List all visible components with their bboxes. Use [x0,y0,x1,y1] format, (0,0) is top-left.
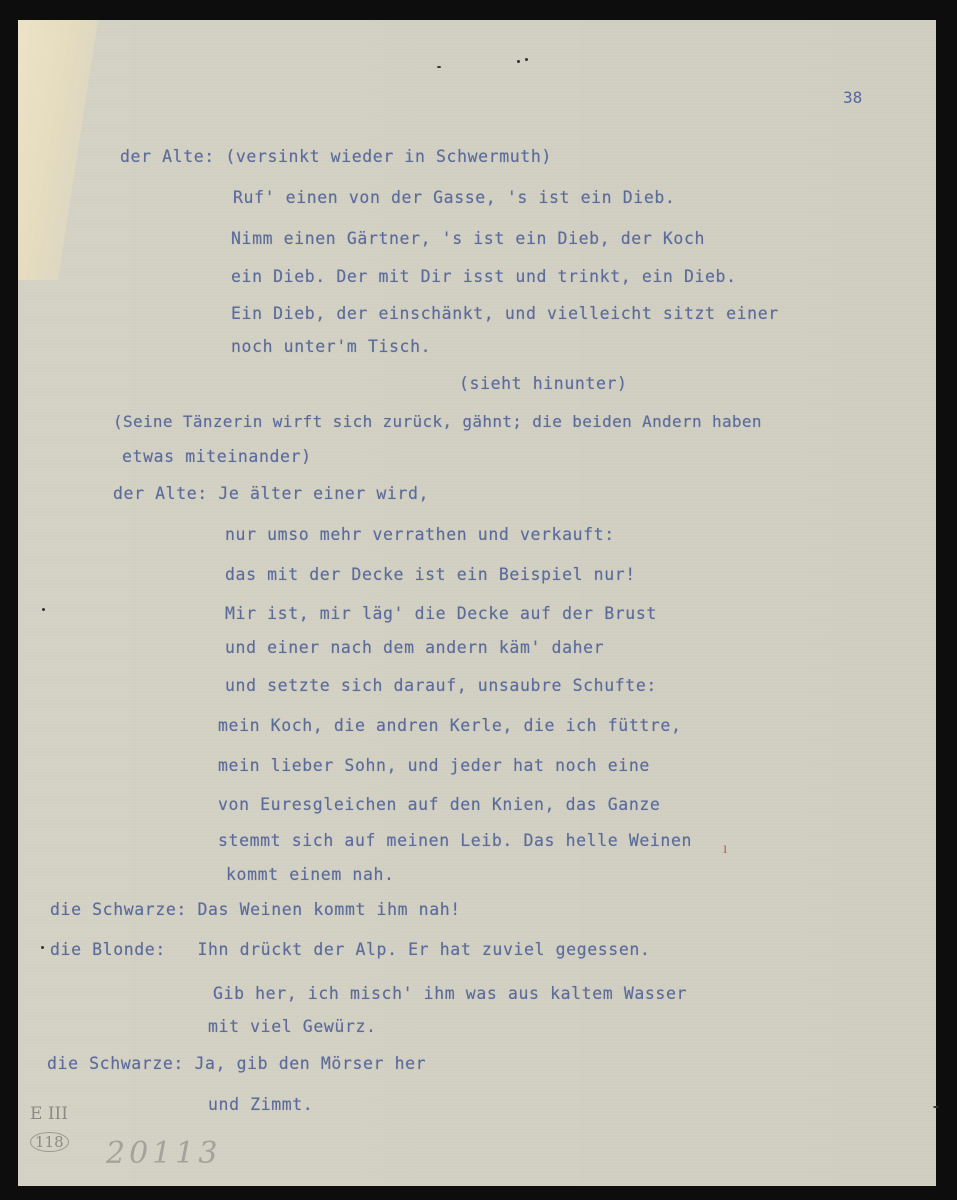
page-number: 38 [843,88,863,107]
speaker-line: die Schwarze: Ja, gib den Mörser her [47,1054,427,1073]
verse-line: und einer nach dem andern käm' daher [225,638,605,657]
speaker-line: der Alte: (versinkt wieder in Schwermuth) [120,147,552,166]
ink-speck [41,946,44,949]
verse-line: das mit der Decke ist ein Beispiel nur! [225,565,636,584]
stage-direction: etwas miteinander) [122,447,312,466]
verse-line: mit viel Gewürz. [208,1017,377,1036]
ink-speck [42,608,45,611]
ink-speck [437,66,441,68]
verse-line: Ruf' einen von der Gasse, 's ist ein Dieb. [233,188,676,207]
verse-line: und Zimmt. [208,1095,314,1114]
verse-line: mein Koch, die andren Kerle, die ich füttre, [218,716,682,735]
ink-speck [933,1106,939,1108]
verse-line: von Euresgleichen auf den Knien, das Ganze [218,795,661,814]
verse-line: und setzte sich darauf, unsaubre Schufte: [225,676,657,695]
verse-line: kommt einem nah. [226,865,395,884]
verse-line: Gib her, ich misch' ihm was aus kaltem Wasser [213,984,688,1003]
archive-shelfmark: E III [30,1104,68,1124]
ink-speck [517,60,520,63]
stage-direction: (Seine Tänzerin wirft sich zurück, gähnt; die beiden Andern haben [113,412,762,431]
speaker-line: die Schwarze: Das Weinen kommt ihm nah! [50,900,461,919]
verse-line: noch unter'm Tisch. [231,337,432,356]
archive-folio: 118 [30,1132,69,1152]
archive-number: 20113 [106,1136,222,1171]
ink-speck [525,58,528,61]
stage-direction: (sieht hinunter) [459,374,628,393]
verse-line: Mir ist, mir läg' die Decke auf der Brust [225,604,657,623]
speaker-line: der Alte: Je älter einer wird, [113,484,430,503]
verse-line: Nimm einen Gärtner, 's ist ein Dieb, der Koch [231,229,706,248]
red-pencil-mark: ı [723,840,728,857]
verse-line: stemmt sich auf meinen Leib. Das helle Weinen [218,831,693,850]
verse-line: nur umso mehr verrathen und verkauft: [225,525,615,544]
verse-line: mein lieber Sohn, und jeder hat noch eine [218,756,650,775]
verse-line: Ein Dieb, der einschänkt, und vielleicht sitzt einer [231,304,779,323]
verse-line: ein Dieb. Der mit Dir isst und trinkt, ein Dieb. [231,267,737,286]
speaker-line: die Blonde: Ihn drückt der Alp. Er hat zuviel gegessen. [50,940,651,959]
